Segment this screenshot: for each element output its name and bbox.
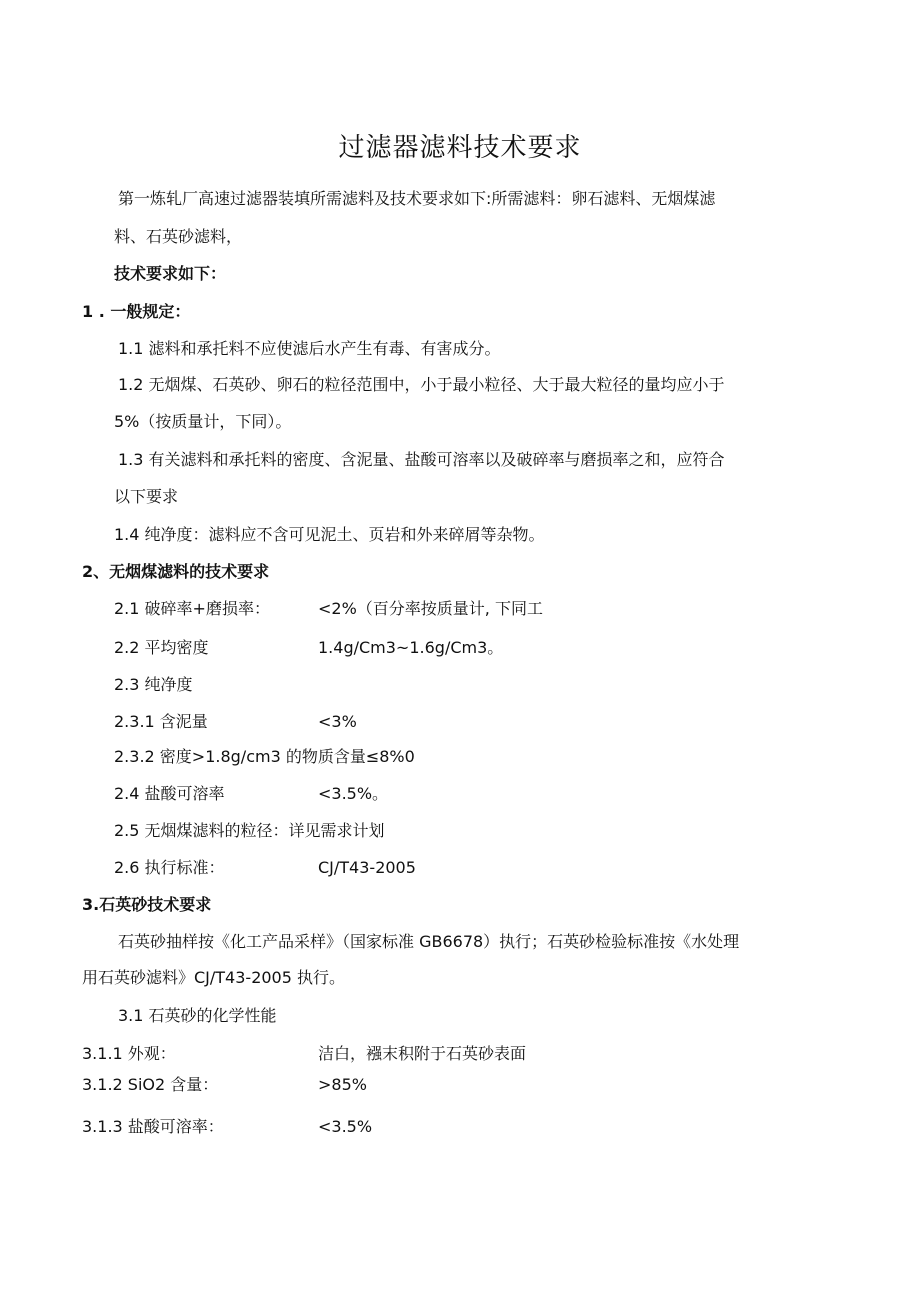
document-title: 过滤器滤料技术要求 (338, 133, 582, 163)
spec-row-label: 2.6 执行标准： (114, 858, 225, 877)
spec-row-label: 2.3 纯净度 (114, 675, 193, 694)
spec-row-label: 2.4 盐酸可溶率 (114, 784, 225, 803)
item-1-2-line-2: 5%（按质量计，下同）。 (114, 412, 292, 431)
spec-row-value: CJ/T43-2005 (318, 858, 416, 877)
spec-row-value: <3.5% (318, 1117, 373, 1136)
spec-row-label: 2.3.2 密度>1.8g/cm3 的物质含量≤8%0 (114, 747, 415, 766)
item-1-4: 1.4 纯净度：滤料应不含可见泥土、页岩和外来碎屑等杂物。 (114, 525, 545, 544)
item-1-1: 1.1 滤料和承托料不应使滤后水产生有毒、有害成分。 (118, 339, 501, 358)
spec-row-value: 1.4g/Cm3~1.6g/Cm3。 (318, 638, 504, 657)
section-1-heading: 1 . 一般规定： (82, 302, 191, 321)
spec-row-label: 3.1.3 盐酸可溶率： (82, 1117, 224, 1136)
section-3-para-line-2: 用石英砂滤料》CJ/T43-2005 执行。 (82, 968, 345, 987)
tech-req-heading: 技术要求如下： (114, 264, 227, 283)
section-3-para-line-1: 石英砂抽样按《化工产品采样》（国家标准 GB6678）执行；石英砂检验标准按《水处理 (118, 932, 740, 951)
spec-row-label: 2.3.1 含泥量 (114, 712, 208, 731)
spec-row-value: >85% (318, 1075, 367, 1094)
spec-row-value: 洁白，襁末积附于石英砂表面 (318, 1044, 527, 1063)
section-3-heading: 3.石英砂技术要求 (82, 895, 212, 914)
spec-row-value: <3% (318, 712, 357, 731)
spec-row-value: <2%（百分率按质量计, 下同工 (318, 599, 543, 618)
intro-line-2: 料、石英砂滤料， (114, 227, 243, 246)
section-2-heading: 2、无烟煤滤料的技术要求 (82, 562, 270, 581)
item-1-3-line-2: 以下要求 (114, 487, 179, 506)
spec-row-label: 2.1 破碎率+磨损率： (114, 599, 270, 618)
intro-line-1: 第一炼轧厂高速过滤器装填所需滤料及技术要求如下:所需滤料：卵石滤料、无烟煤滤 (118, 189, 716, 208)
spec-row-label: 2.5 无烟煤滤料的粒径：详见需求计划 (114, 821, 385, 840)
spec-row-label: 2.2 平均密度 (114, 638, 209, 657)
item-3-1: 3.1 石英砂的化学性能 (118, 1006, 277, 1025)
spec-row-value: <3.5%。 (318, 784, 389, 803)
item-1-2-line-1: 1.2 无烟煤、石英砂、卵石的粒径范围中，小于最小粒径、大于最大粒径的量均应小于 (118, 375, 725, 394)
spec-row-label: 3.1.1 外观： (82, 1044, 176, 1063)
spec-row-label: 3.1.2 SiO2 含量： (82, 1075, 219, 1094)
item-1-3-line-1: 1.3 有关滤料和承托料的密度、含泥量、盐酸可溶率以及破碎率与磨损率之和，应符合 (118, 450, 725, 469)
